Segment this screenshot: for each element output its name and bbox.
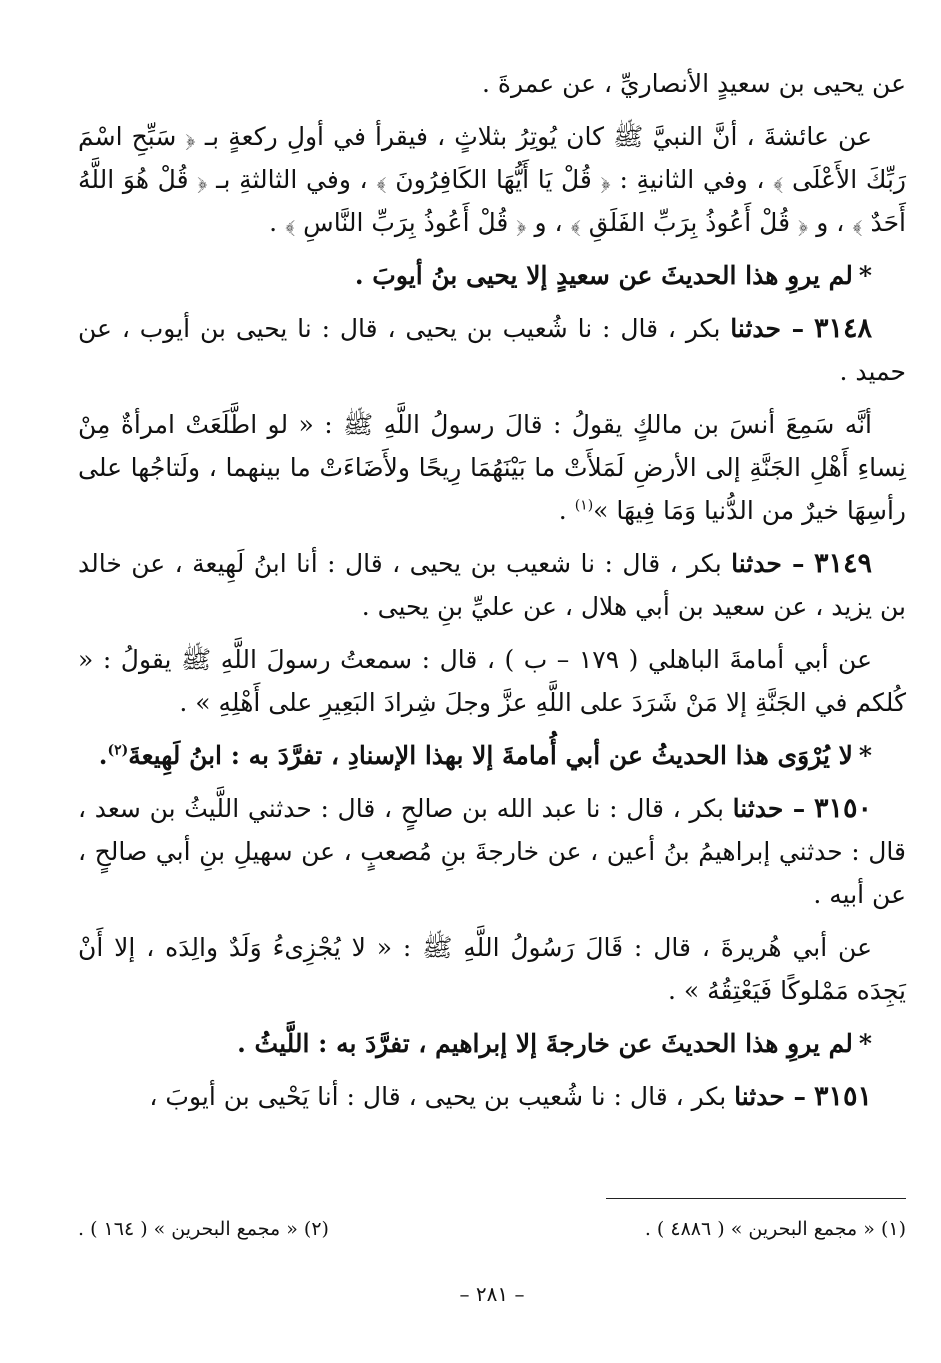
commentary-text: لم يروِ هذا الحديثَ عن خارجةَ إلا إبراهيم ، تفرَّدَ به : اللَّيثُ .	[237, 1029, 853, 1058]
commentary-note	[78, 734, 906, 777]
page-number: – ٢٨١ –	[459, 1282, 525, 1306]
paragraph-tail: .	[98, 741, 108, 770]
paragraph-tail: .	[558, 496, 575, 525]
hadith-chain	[78, 542, 906, 628]
text-paragraph	[78, 62, 906, 105]
footnotes	[78, 1216, 906, 1242]
paragraph-text: أنَّه سَمِعَ أنسَ بن مالكٍ يقولُ : قالَ رسولُ اللَّهِ ﷺ : « لو اطَّلَعَتْ امرأةٌ مِنْ نِساءِ أَهْلِ الجَنَّةِ إلى الأرضِ لَمَلأَتْ ما بَيْنَهُمَا رِيحًا ولأَضَاءَتْ ما بينهما ، ولَتاجُها على رأسِهَا خيرٌ من الدُّنيا وَمَا فِيهَا »	[78, 410, 906, 525]
chain-lead: – حدثنا	[730, 314, 805, 343]
hadith-text	[78, 926, 906, 1012]
paragraph-text: عن يحيى بن سعيدٍ الأنصاريِّ ، عن عمرةَ .	[482, 69, 906, 98]
footnote-divider	[606, 1198, 906, 1199]
hadith-text	[78, 638, 906, 724]
chain-text: بكر ، قال : نا شُعيب بن يحيى ، قال : نا يحيى بن أيوب ، عن حميد .	[78, 314, 906, 386]
footnote-2: (٢) « مجمع البحرين » ( ١٦٤ ) .	[78, 1218, 329, 1240]
hadith-number: ٣١٥١	[813, 1081, 872, 1112]
hadith-text	[78, 115, 906, 244]
chain-lead: – حدثنا	[731, 549, 805, 578]
commentary-note	[78, 1022, 906, 1065]
hadith-chain	[78, 307, 906, 393]
paragraph-text: عن أبي أمامةَ الباهلي ( ١٧٩ – ب ) ، قال : سمعتُ رسولَ اللَّهِ ﷺ يقولُ : « كُلكم في الجَنَّةِ إلا مَنْ شَرَدَ على اللَّهِ عزَّ وجلَ شِرادَ البَعِيرِ على أَهْلِهِ » .	[78, 645, 906, 717]
footnote-ref: (١)	[574, 497, 594, 514]
star-marker: *	[858, 741, 872, 770]
paragraph-text: عن أبي هُريرةَ ، قال : قَالَ رَسُولُ اللَّهِ ﷺ : « لا يُجْزِىءُ وَلَدٌ والِدَه ، إلا أَنْ يَجِدَه مَمْلوكًا فَيَعْتِقُهُ » .	[78, 933, 906, 1005]
chain-lead: – حدثنا	[732, 794, 806, 823]
star-marker: *	[858, 1029, 872, 1058]
paragraph-text: عن عائشةَ ، أنَّ النبيَّ ﷺ كان يُوتِرُ بثلاثٍ ، فيقرأ في أولِ ركعةٍ بـ ﴿ سَبِّحِ اسْمَ رَبِّكَ الأَعْلَى ﴾ ، وفي الثانيةِ : ﴿ قُلْ يَا أَيُّهَا الكَافِرُونَ ﴾ ، وفي الثالثةِ بـ ﴿ قُلْ هُوَ اللَّهُ أَحَدٌ ﴾ ، و ﴿ قُلْ أَعُوذُ بِرَبِّ الفَلَقِ ﴾ ، و ﴿ قُلْ أَعُوذُ بِرَبِّ النَّاسِ ﴾ .	[78, 122, 906, 237]
hadith-chain	[78, 787, 906, 916]
chain-lead: – حدثنا	[734, 1082, 807, 1111]
hadith-number: ٣١٤٨	[813, 313, 872, 344]
commentary-text: لا يُرْوَى هذا الحديثُ عن أبي أُمامةَ إلا بهذا الإسنادِ ، تفرَّدَ به : ابنُ لَهِيعةَ	[128, 741, 853, 770]
footnote-1: (١) « مجمع البحرين » ( ٤٨٨٦ ) .	[644, 1218, 906, 1240]
chain-text: بكر ، قال : نا عبد الله بن صالحٍ ، قال : حدثني اللَّيثُ بن سعد ، قال : حدثني إبراهيمُ بنُ أعين ، عن خارجةَ بنِ مُصعبٍ ، عن سهيلِ بنِ أبي صالحٍ ، عن أبيه .	[78, 794, 906, 909]
commentary-text: لم يروِ هذا الحديثَ عن سعيدٍ إلا يحيى بنُ أيوبَ .	[354, 261, 853, 290]
hadith-chain	[78, 1075, 906, 1118]
chain-text: بكر ، قال : نا شعيب بن يحيى ، قال : أنا ابنُ لَهِيعة ، عن خالد بن يزيد ، عن سعيد بن أبي هلال ، عن عليِّ بنِ يحيى .	[78, 549, 906, 621]
footnote-ref: (٢)	[107, 742, 129, 759]
star-marker: *	[858, 261, 872, 290]
hadith-number: ٣١٤٩	[814, 548, 873, 579]
chain-text: بكر ، قال : نا شُعيب بن يحيى ، قال : أنا يَحْيى بن أيوبَ ،	[149, 1082, 727, 1111]
book-page	[78, 62, 906, 1352]
hadith-number: ٣١٥٠	[813, 793, 872, 824]
hadith-text	[78, 403, 906, 532]
commentary-note	[78, 254, 906, 297]
